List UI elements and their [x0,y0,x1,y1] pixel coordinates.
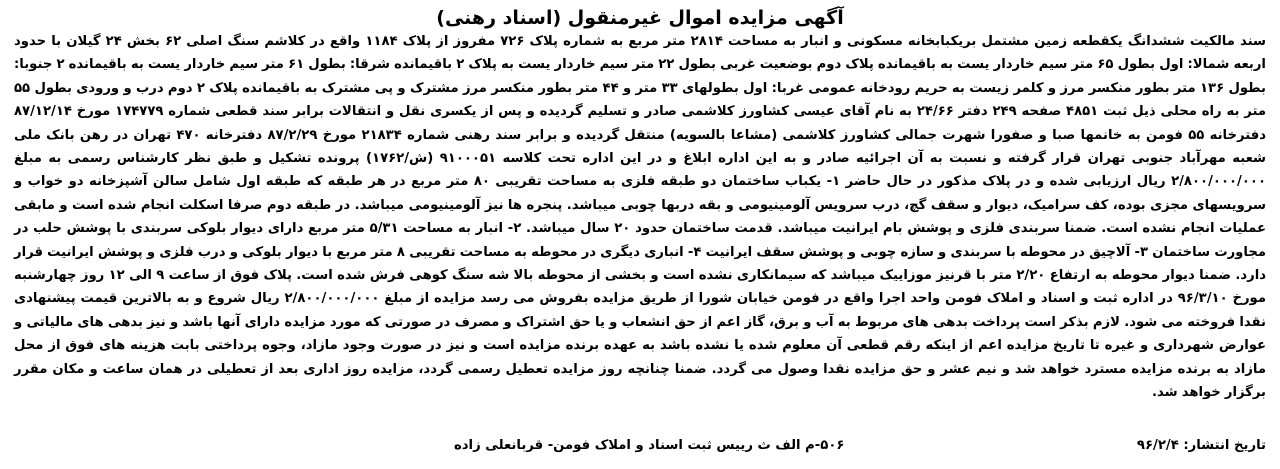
notice-footer [14,435,1266,457]
signature-line: ۵۰۶-م الف ث رییس ثبت اسناد و املاک فومن- قربانعلی زاده [454,438,845,453]
publish-date: تاریخ انتشار: ۹۶/۲/۴ [1136,438,1266,453]
notice-body: سند مالکیت ششدانگ یکقطعه زمین مشتمل بریکبابخانه مسکونی و انبار به مساحت ۲۸۱۴ متر مربع به شماره پلاک ۷۲۶ مفروز از پلاک ۱۱۸۴ واقع در کلاشم سنگ اصلی ۶۲ بخش ۲۴ گیلان با حدود اربعه شمالا: اول بطول ۶۵ متر سیم خاردار یست به باقیمانده پلاک دوم بوضعیت غربی بطول ۲۲ متر سیم خاردار یست به پلاک ۲ باقیمانده شرقا: بطول ۶۱ متر سیم خاردار یست به باقیمانده ۲ جنوبا: بطول ۱۳۶ متر بطور منکسر مرز و کلمر زیست به حریم رودخانه عمومی غربا: اول بطولهای ۳۳ متر و ۴۴ متر بطور منکسر مرز مشترک و پی مشترک به باقیمانده پلاک ۲ دوم درب و ورودی بطول ۵۵ متر به راه محلی ذیل ثبت ۴۸۵۱ صفحه ۲۴۹ دفتر ۲۴/۶۶ به نام آقای عیسی کشاورز کلاشمی صادر و تسلیم گردیده و پس از یکسری نقل و انتقالات برابر سند قطعی شماره ۱۷۴۷۷۹ مورخ ۸۷/۱۲/۱۴ دفترخانه ۵۵ فومن به خانمها صبا و صفورا شهرت جمالی کشاورز کلاشمی (مشاعا بالسویه) منتقل گردیده و برابر سند رهنی شماره ۲۱۸۳۴ مورخ ۸۷/۲/۲۹ دفترخانه ۴۷۰ تهران در رهن بانک ملی شعبه مهرآباد جنوبی تهران قرار گرفته و نسبت به آن اجرائیه صادر و به این اداره ابلاغ و در این اداره تحت کلاسه ۹۱۰۰۰۵۱ (ش/۱۷۶۲) پرونده تشکیل و طبق نظر کارشناس رسمی به مبلغ ۲/۸۰۰/۰۰۰/۰۰۰ ریال ارزیابی شده و در پلاک مذکور در حال حاضر ۱- یکباب ساختمان دو طبقه فلزی به مساحت تقریبی ۸۰ متر مربع در هر طبقه که طبقه اول شامل سالن آشپزخانه دو خواب و سرویسهای مجزی بوده، کف سرامیک، دیوار و سقف گچ، درب سرویس آلومینیومی و بقه دربها چوبی میباشد. پنجره ها نیز آلومینیومی میباشد. در طبقه دوم صرفا اسکلت انجام شده است و مابقی عملیات انجام نشده است. ضمنا سربندی فلزی و پوشش بام ایرانیت میباشد. قدمت ساختمان حدود ۲۰ سال میباشد. ۲- انبار به مساحت ۵/۳۱ متر مربع دارای دیوار بلوکی سربندی با پوشش حلب در مجاورت ساختمان ۳- آلاچیق در محوطه با سربندی و سازه چوبی و پوشش سقف ایرانیت ۴- انباری دیگری در محوطه به مساحت تقریبی ۸ متر مربع با دیوار بلوکی و درب فلزی و پوشش ایرانیت قرار دارد. ضمنا دیوار محوطه به ارتفاع ۲/۲۰ متر با قرنیز موزاییک میباشد که سیمانکاری نشده است و بخشی از محوطه بالا شه سنگ کوهی فرش شده است. پلاک فوق از ساعت ۹ الی ۱۲ روز چهارشنبه مورخ ۹۶/۳/۱۰ در اداره ثبت و اسناد و املاک فومن واحد اجرا واقع در فومن خیابان شورا از طریق مزایده بفروش می رسد مزایده از مبلغ ۲/۸۰۰/۰۰۰/۰۰۰ ریال شروع و به بالاترین قیمت پیشنهادی نقدا فروخته می شود. لازم بذکر است پرداخت بدهی های مربوط به آب و برق، گاز اعم از حق انشعاب و یا حق اشتراک و مصرف در صورتی که مورد مزایده دارای آنها باشد و نیز بدهی های مالیاتی و عوارض شهرداری و غیره تا تاریخ مزایده اعم از اینکه رقم قطعی آن معلوم شده یا نشده باشد به عهده برنده مزایده است و نیز در صورت وجود مازاد، وجوه پرداختی بابت هزینه های فوق از محل مازاد به برنده مزایده مسترد خواهد شد و نیم عشر و حق مزایده نقدا وصول می گردد. ضمنا چنانچه روز مزایده تعطیل رسمی گردد، مزایده روز اداری بعد از تعطیلی در همان ساعت و مکان مقرر برگزار خواهد شد. [14,34,1267,401]
auction-notice [8,4,1272,461]
notice-title: آگهی مزایده اموال غیرمنقول (اسناد رهنی) [436,7,844,29]
